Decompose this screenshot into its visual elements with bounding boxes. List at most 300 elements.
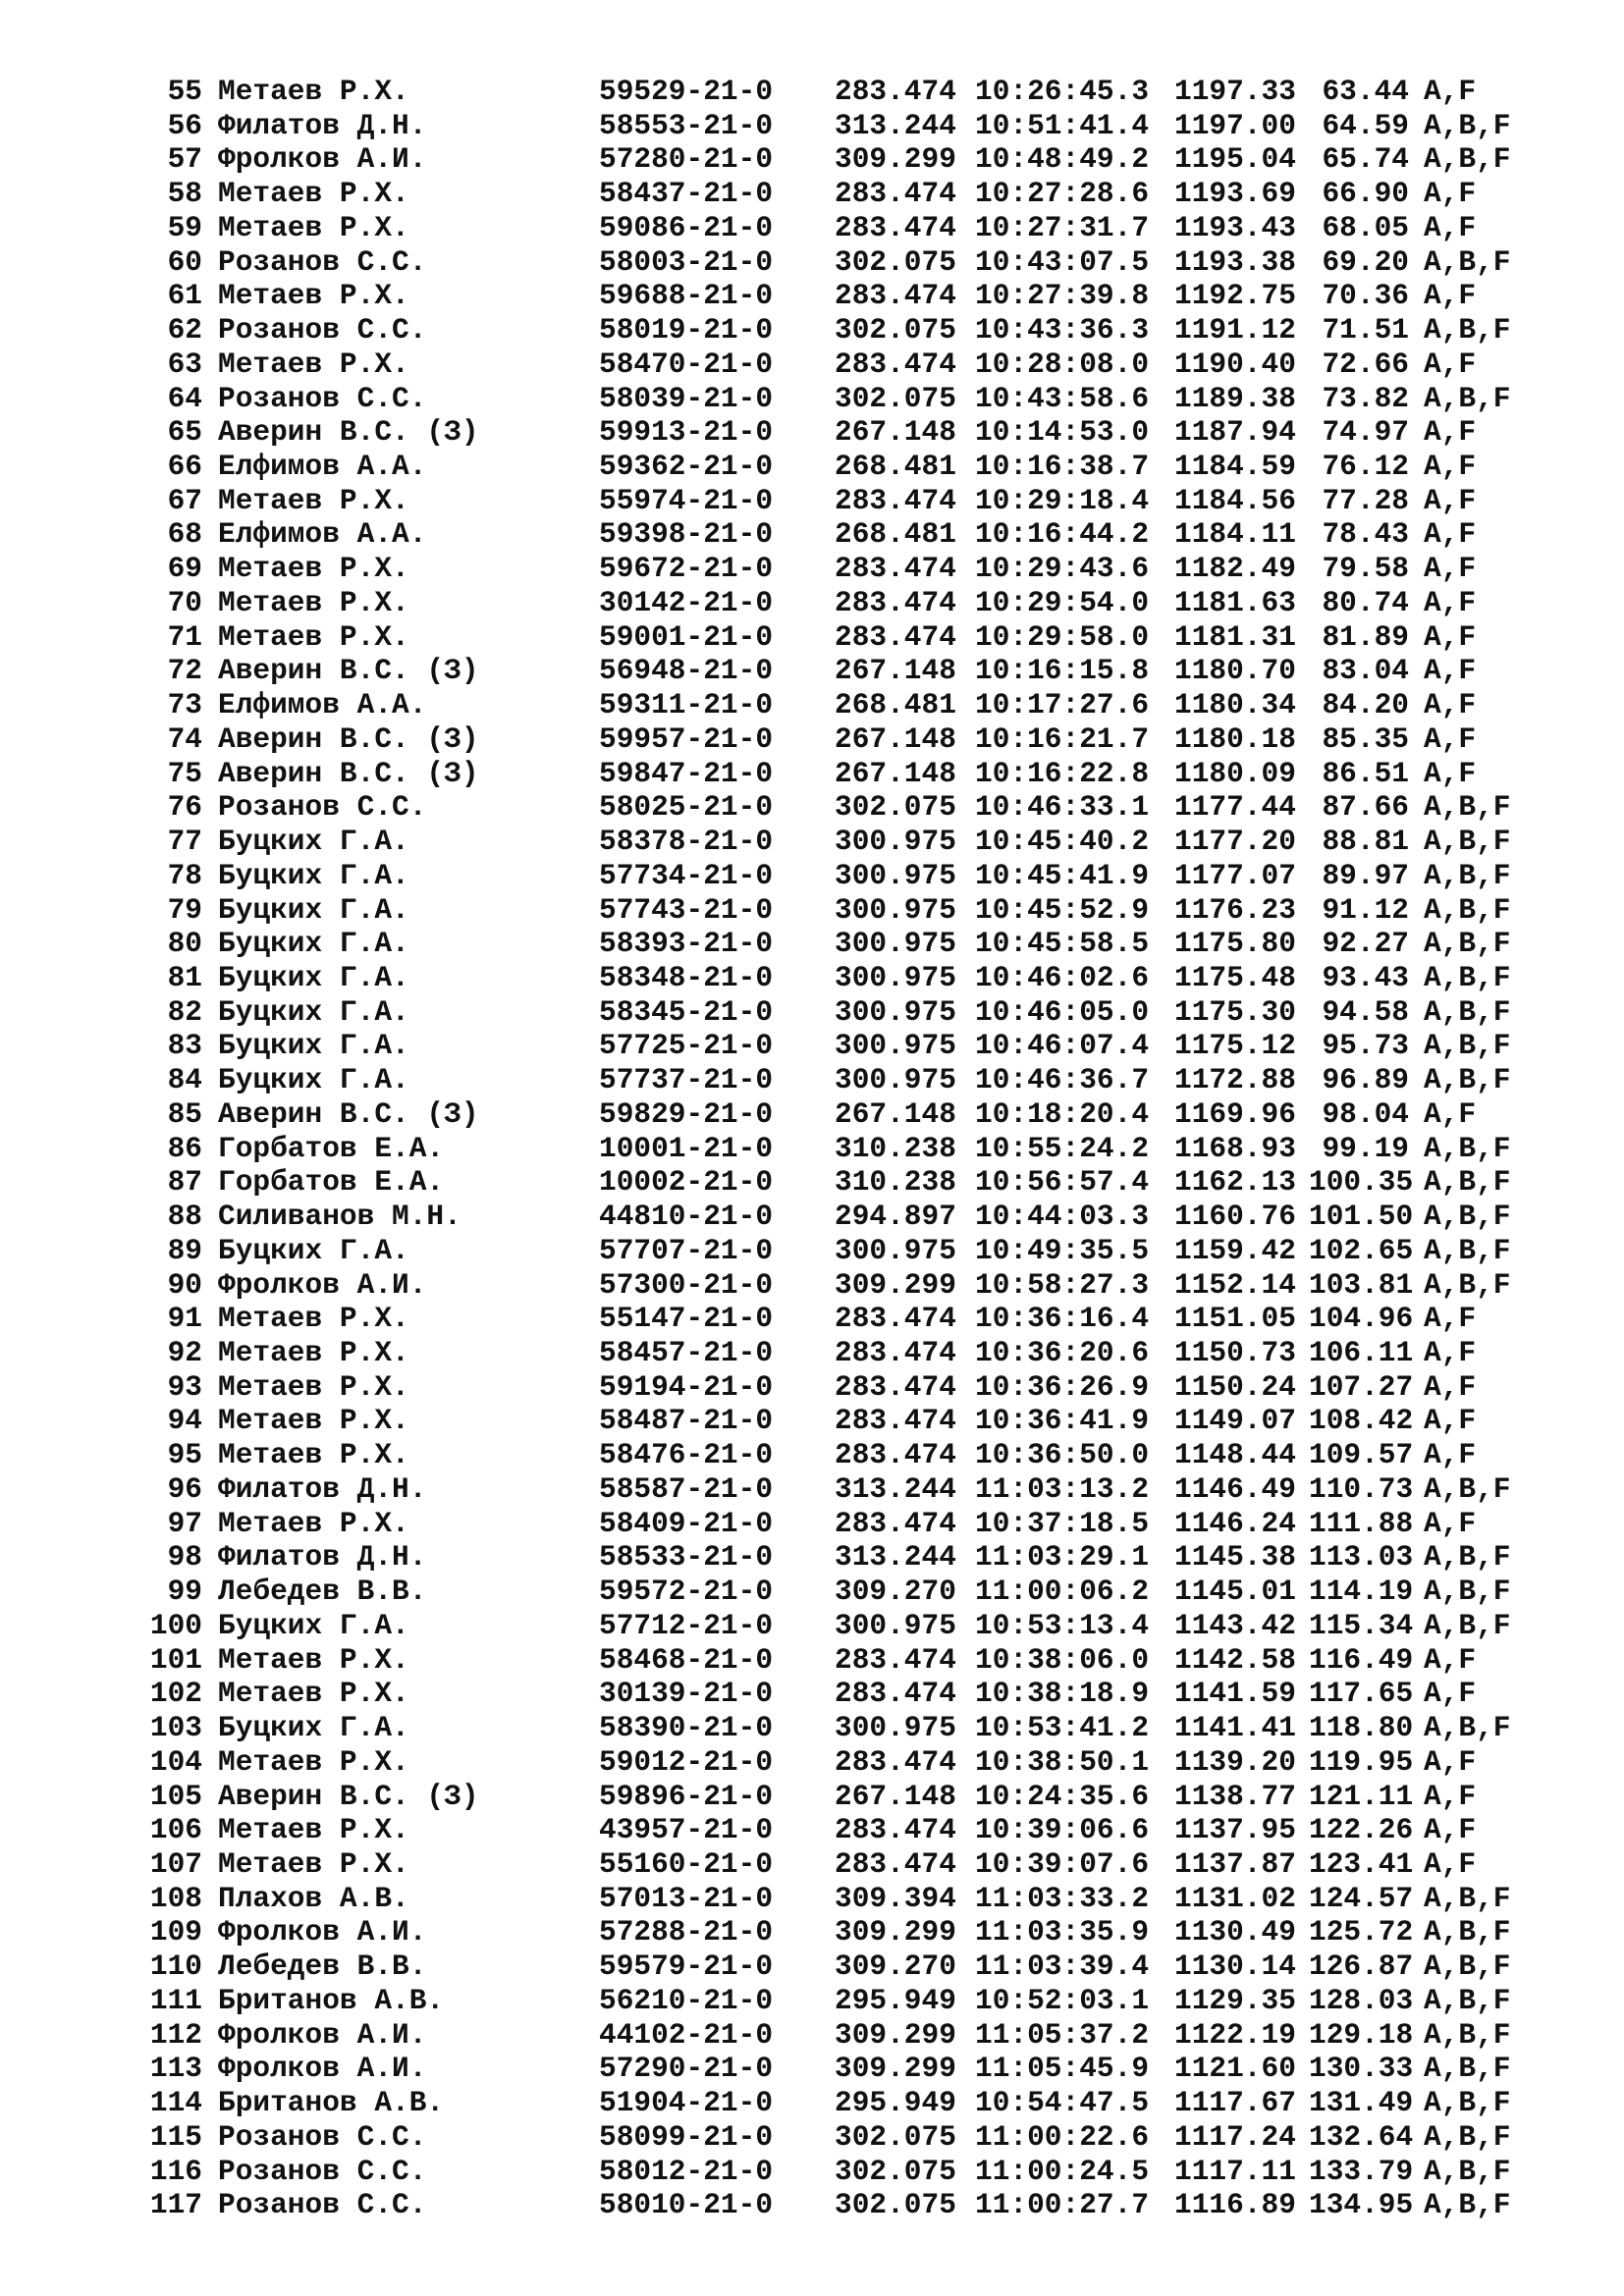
cell-name: Аверин В.С. (З) (218, 756, 479, 790)
cell-time: 10:54:47.5 (975, 2086, 1150, 2120)
cell-flags: A,B,F (1424, 2119, 1511, 2154)
cell-dist: 300.975 (835, 1029, 956, 1063)
cell-id: 56948-21-0 (599, 654, 774, 688)
cell-num: 84 (167, 1063, 202, 1097)
cell-speed: 1193.38 (1174, 244, 1296, 279)
cell-time: 10:39:07.6 (975, 1846, 1150, 1881)
cell-time: 10:38:18.9 (975, 1677, 1150, 1711)
cell-dist: 283.474 (835, 619, 956, 654)
cell-name: Метаев Р.Х. (218, 1744, 409, 1779)
cell-id: 58457-21-0 (599, 1336, 774, 1369)
cell-time: 10:48:49.2 (975, 142, 1150, 177)
cell-time: 10:46:05.0 (975, 994, 1150, 1029)
cell-flags: A,B,F (1424, 381, 1511, 415)
cell-points: 64.59 (1322, 108, 1409, 142)
cell-time: 11:03:33.2 (975, 1881, 1150, 1915)
cell-speed: 1192.75 (1174, 279, 1296, 313)
cell-id: 58393-21-0 (599, 927, 774, 961)
cell-dist: 283.474 (835, 1336, 956, 1369)
cell-dist: 313.244 (835, 1471, 956, 1506)
cell-speed: 1149.07 (1174, 1404, 1296, 1438)
cell-num: 110 (149, 1949, 202, 1984)
cell-id: 58587-21-0 (599, 1471, 774, 1506)
cell-id: 43957-21-0 (599, 1813, 774, 1847)
cell-time: 10:45:40.2 (975, 825, 1150, 859)
cell-points: 76.12 (1322, 450, 1409, 484)
cell-dist: 309.299 (835, 142, 956, 177)
cell-speed: 1129.35 (1174, 1983, 1296, 2017)
cell-id: 55160-21-0 (599, 1846, 774, 1881)
cell-name: Метаев Р.Х. (218, 585, 409, 619)
cell-points: 109.57 (1309, 1438, 1414, 1472)
cell-flags: A,B,F (1424, 1063, 1511, 1097)
cell-num: 87 (167, 1165, 202, 1200)
cell-points: 131.49 (1309, 2086, 1414, 2120)
cell-points: 110.73 (1309, 1471, 1414, 1506)
cell-dist: 300.975 (835, 858, 956, 892)
cell-speed: 1130.49 (1174, 1915, 1296, 1949)
cell-num: 76 (167, 790, 202, 825)
cell-dist: 268.481 (835, 517, 956, 552)
cell-points: 101.50 (1309, 1200, 1414, 1234)
cell-time: 10:53:41.2 (975, 1711, 1150, 1745)
cell-speed: 1172.88 (1174, 1063, 1296, 1097)
cell-dist: 283.474 (835, 1846, 956, 1881)
cell-time: 11:00:27.7 (975, 2188, 1150, 2222)
cell-flags: A,B,F (1424, 1200, 1511, 1234)
cell-id: 55974-21-0 (599, 483, 774, 517)
cell-speed: 1146.24 (1174, 1506, 1296, 1540)
cell-name: Розанов С.С. (218, 790, 427, 825)
cell-points: 125.72 (1309, 1915, 1414, 1949)
cell-time: 10:58:27.3 (975, 1267, 1150, 1302)
cell-dist: 309.394 (835, 1881, 956, 1915)
cell-points: 95.73 (1322, 1029, 1409, 1063)
cell-dist: 294.897 (835, 1200, 956, 1234)
cell-id: 59579-21-0 (599, 1949, 774, 1984)
cell-points: 85.35 (1322, 721, 1409, 756)
cell-name: Розанов С.С. (218, 2154, 427, 2188)
cell-time: 10:56:57.4 (975, 1165, 1150, 1200)
cell-points: 88.81 (1322, 825, 1409, 859)
cell-speed: 1141.59 (1174, 1677, 1296, 1711)
cell-flags: A,F (1424, 1846, 1477, 1881)
cell-id: 57725-21-0 (599, 1029, 774, 1063)
cell-points: 102.65 (1309, 1233, 1414, 1267)
cell-speed: 1187.94 (1174, 415, 1296, 450)
cell-flags: A,F (1424, 654, 1477, 688)
cell-points: 108.42 (1309, 1404, 1414, 1438)
cell-dist: 309.299 (835, 2052, 956, 2086)
cell-speed: 1184.59 (1174, 450, 1296, 484)
cell-num: 86 (167, 1131, 202, 1165)
cell-flags: A,F (1424, 415, 1477, 450)
cell-time: 10:29:58.0 (975, 619, 1150, 654)
cell-time: 10:51:41.4 (975, 108, 1150, 142)
cell-name: Филатов Д.Н. (218, 108, 427, 142)
cell-dist: 302.075 (835, 313, 956, 347)
cell-id: 59847-21-0 (599, 756, 774, 790)
cell-name: Розанов С.С. (218, 313, 427, 347)
cell-num: 88 (167, 1200, 202, 1234)
cell-id: 10001-21-0 (599, 1131, 774, 1165)
cell-flags: A,B,F (1424, 1711, 1511, 1745)
cell-id: 57280-21-0 (599, 142, 774, 177)
cell-speed: 1160.76 (1174, 1200, 1296, 1234)
cell-dist: 283.474 (835, 483, 956, 517)
cell-id: 58553-21-0 (599, 108, 774, 142)
cell-name: Горбатов Е.А. (218, 1165, 445, 1200)
cell-num: 80 (167, 927, 202, 961)
cell-id: 59688-21-0 (599, 279, 774, 313)
cell-name: Буцких Г.А. (218, 1063, 409, 1097)
cell-name: Елфимов А.А. (218, 517, 427, 552)
cell-speed: 1137.95 (1174, 1813, 1296, 1847)
cell-id: 58390-21-0 (599, 1711, 774, 1745)
cell-num: 60 (167, 244, 202, 279)
cell-id: 58010-21-0 (599, 2188, 774, 2222)
cell-name: Метаев Р.Х. (218, 75, 409, 108)
cell-speed: 1138.77 (1174, 1779, 1296, 1813)
cell-name: Аверин В.С. (З) (218, 654, 479, 688)
cell-flags: A,F (1424, 1369, 1477, 1404)
cell-time: 10:29:18.4 (975, 483, 1150, 517)
cell-id: 59529-21-0 (599, 75, 774, 108)
cell-id: 59896-21-0 (599, 1779, 774, 1813)
cell-name: Метаев Р.Х. (218, 347, 409, 381)
cell-time: 10:14:53.0 (975, 415, 1150, 450)
cell-id: 57013-21-0 (599, 1881, 774, 1915)
cell-dist: 302.075 (835, 244, 956, 279)
cell-num: 97 (167, 1506, 202, 1540)
cell-flags: A,B,F (1424, 892, 1511, 927)
cell-dist: 283.474 (835, 1438, 956, 1472)
cell-dist: 302.075 (835, 381, 956, 415)
cell-num: 111 (149, 1983, 202, 2017)
cell-flags: A,B,F (1424, 142, 1511, 177)
cell-dist: 283.474 (835, 1302, 956, 1336)
cell-id: 57734-21-0 (599, 858, 774, 892)
cell-flags: A,B,F (1424, 1029, 1511, 1063)
cell-speed: 1169.96 (1174, 1096, 1296, 1131)
cell-points: 132.64 (1309, 2119, 1414, 2154)
cell-name: Метаев Р.Х. (218, 210, 409, 244)
cell-num: 108 (149, 1881, 202, 1915)
cell-name: Буцких Г.А. (218, 1711, 409, 1745)
cell-id: 55147-21-0 (599, 1302, 774, 1336)
cell-flags: A,B,F (1424, 313, 1511, 347)
cell-dist: 267.148 (835, 415, 956, 450)
cell-speed: 1175.80 (1174, 927, 1296, 961)
cell-name: Буцких Г.А. (218, 1029, 409, 1063)
cell-num: 100 (149, 1608, 202, 1642)
cell-flags: A,F (1424, 1813, 1477, 1847)
cell-speed: 1150.24 (1174, 1369, 1296, 1404)
cell-flags: A,B,F (1424, 1131, 1511, 1165)
cell-id: 58533-21-0 (599, 1540, 774, 1575)
cell-dist: 267.148 (835, 1096, 956, 1131)
cell-num: 83 (167, 1029, 202, 1063)
cell-time: 10:16:44.2 (975, 517, 1150, 552)
cell-name: Лебедев В.В. (218, 1575, 427, 1609)
cell-flags: A,F (1424, 177, 1477, 211)
cell-speed: 1180.70 (1174, 654, 1296, 688)
cell-name: Буцких Г.А. (218, 927, 409, 961)
cell-dist: 300.975 (835, 1233, 956, 1267)
cell-num: 90 (167, 1267, 202, 1302)
cell-name: Розанов С.С. (218, 381, 427, 415)
cell-speed: 1117.67 (1174, 2086, 1296, 2120)
cell-time: 11:03:29.1 (975, 1540, 1150, 1575)
cell-time: 10:29:54.0 (975, 585, 1150, 619)
cell-time: 10:53:13.4 (975, 1608, 1150, 1642)
cell-name: Буцких Г.А. (218, 1233, 409, 1267)
cell-id: 58019-21-0 (599, 313, 774, 347)
cell-num: 81 (167, 960, 202, 994)
cell-points: 103.81 (1309, 1267, 1414, 1302)
cell-speed: 1189.38 (1174, 381, 1296, 415)
cell-name: Метаев Р.Х. (218, 1642, 409, 1677)
cell-flags: A,B,F (1424, 1471, 1511, 1506)
cell-num: 89 (167, 1233, 202, 1267)
cell-time: 11:00:24.5 (975, 2154, 1150, 2188)
cell-time: 10:36:50.0 (975, 1438, 1150, 1472)
cell-flags: A,B,F (1424, 2052, 1511, 2086)
cell-name: Метаев Р.Х. (218, 1438, 409, 1472)
cell-time: 10:45:52.9 (975, 892, 1150, 927)
cell-points: 72.66 (1322, 347, 1409, 381)
cell-num: 69 (167, 552, 202, 586)
cell-num: 79 (167, 892, 202, 927)
cell-num: 77 (167, 825, 202, 859)
cell-dist: 302.075 (835, 2154, 956, 2188)
cell-name: Буцких Г.А. (218, 858, 409, 892)
cell-speed: 1177.20 (1174, 825, 1296, 859)
cell-id: 59362-21-0 (599, 450, 774, 484)
cell-points: 89.97 (1322, 858, 1409, 892)
cell-dist: 283.474 (835, 1506, 956, 1540)
cell-points: 116.49 (1309, 1642, 1414, 1677)
cell-name: Аверин В.С. (З) (218, 721, 479, 756)
cell-name: Метаев Р.Х. (218, 177, 409, 211)
cell-num: 113 (149, 2052, 202, 2086)
cell-points: 115.34 (1309, 1608, 1414, 1642)
cell-dist: 310.238 (835, 1165, 956, 1200)
cell-points: 100.35 (1309, 1165, 1414, 1200)
cell-dist: 300.975 (835, 1063, 956, 1097)
cell-flags: A,B,F (1424, 244, 1511, 279)
cell-speed: 1116.89 (1174, 2188, 1296, 2222)
cell-num: 56 (167, 108, 202, 142)
cell-dist: 313.244 (835, 1540, 956, 1575)
cell-time: 10:28:08.0 (975, 347, 1150, 381)
cell-name: Плахов А.В. (218, 1881, 409, 1915)
cell-num: 73 (167, 688, 202, 722)
cell-points: 113.03 (1309, 1540, 1414, 1575)
cell-speed: 1195.04 (1174, 142, 1296, 177)
cell-name: Силиванов М.Н. (218, 1200, 461, 1234)
cell-points: 91.12 (1322, 892, 1409, 927)
cell-flags: A,F (1424, 1506, 1477, 1540)
cell-points: 92.27 (1322, 927, 1409, 961)
cell-dist: 283.474 (835, 1404, 956, 1438)
cell-dist: 283.474 (835, 1744, 956, 1779)
cell-name: Метаев Р.Х. (218, 279, 409, 313)
cell-speed: 1193.43 (1174, 210, 1296, 244)
cell-time: 10:49:35.5 (975, 1233, 1150, 1267)
cell-flags: A,F (1424, 1404, 1477, 1438)
cell-time: 11:03:13.2 (975, 1471, 1150, 1506)
cell-time: 10:18:20.4 (975, 1096, 1150, 1131)
cell-flags: A,B,F (1424, 994, 1511, 1029)
cell-name: Фролков А.И. (218, 2052, 427, 2086)
cell-num: 91 (167, 1302, 202, 1336)
cell-dist: 300.975 (835, 825, 956, 859)
cell-flags: A,B,F (1424, 927, 1511, 961)
cell-speed: 1146.49 (1174, 1471, 1296, 1506)
cell-flags: A,B,F (1424, 1540, 1511, 1575)
cell-points: 68.05 (1322, 210, 1409, 244)
cell-flags: A,F (1424, 279, 1477, 313)
cell-id: 58003-21-0 (599, 244, 774, 279)
cell-speed: 1117.11 (1174, 2154, 1296, 2188)
cell-num: 109 (149, 1915, 202, 1949)
cell-speed: 1145.38 (1174, 1540, 1296, 1575)
cell-speed: 1121.60 (1174, 2052, 1296, 2086)
cell-name: Фролков А.И. (218, 142, 427, 177)
cell-num: 82 (167, 994, 202, 1029)
cell-flags: A,F (1424, 688, 1477, 722)
cell-name: Метаев Р.Х. (218, 1677, 409, 1711)
cell-speed: 1143.42 (1174, 1608, 1296, 1642)
cell-num: 85 (167, 1096, 202, 1131)
cell-flags: A,B,F (1424, 960, 1511, 994)
cell-name: Британов А.В. (218, 1983, 445, 2017)
cell-points: 86.51 (1322, 756, 1409, 790)
cell-time: 10:43:58.6 (975, 381, 1150, 415)
cell-name: Буцких Г.А. (218, 960, 409, 994)
cell-num: 103 (149, 1711, 202, 1745)
cell-dist: 267.148 (835, 654, 956, 688)
cell-speed: 1117.24 (1174, 2119, 1296, 2154)
cell-flags: A,F (1424, 210, 1477, 244)
cell-id: 44810-21-0 (599, 1200, 774, 1234)
cell-id: 59913-21-0 (599, 415, 774, 450)
cell-flags: A,B,F (1424, 1165, 1511, 1200)
cell-points: 70.36 (1322, 279, 1409, 313)
cell-flags: A,B,F (1424, 1233, 1511, 1267)
cell-speed: 1137.87 (1174, 1846, 1296, 1881)
cell-points: 111.88 (1309, 1506, 1414, 1540)
cell-dist: 295.949 (835, 2086, 956, 2120)
cell-flags: A,F (1424, 1744, 1477, 1779)
cell-id: 59001-21-0 (599, 619, 774, 654)
cell-name: Филатов Д.Н. (218, 1471, 427, 1506)
cell-speed: 1182.49 (1174, 552, 1296, 586)
cell-id: 58437-21-0 (599, 177, 774, 211)
cell-name: Метаев Р.Х. (218, 619, 409, 654)
cell-speed: 1191.12 (1174, 313, 1296, 347)
cell-flags: A,F (1424, 756, 1477, 790)
cell-flags: A,B,F (1424, 2154, 1511, 2188)
cell-time: 11:05:45.9 (975, 2052, 1150, 2086)
cell-points: 119.95 (1309, 1744, 1414, 1779)
cell-flags: A,F (1424, 517, 1477, 552)
cell-flags: A,B,F (1424, 1949, 1511, 1984)
cell-dist: 302.075 (835, 790, 956, 825)
cell-speed: 1184.11 (1174, 517, 1296, 552)
cell-dist: 309.299 (835, 2017, 956, 2052)
cell-id: 59012-21-0 (599, 1744, 774, 1779)
cell-id: 58039-21-0 (599, 381, 774, 415)
cell-speed: 1150.73 (1174, 1336, 1296, 1369)
cell-id: 59829-21-0 (599, 1096, 774, 1131)
cell-speed: 1180.09 (1174, 756, 1296, 790)
cell-num: 92 (167, 1336, 202, 1369)
cell-flags: A,B,F (1424, 1983, 1511, 2017)
cell-name: Аверин В.С. (З) (218, 1096, 479, 1131)
cell-dist: 283.474 (835, 552, 956, 586)
cell-points: 69.20 (1322, 244, 1409, 279)
cell-flags: A,F (1424, 1336, 1477, 1369)
cell-flags: A,F (1424, 483, 1477, 517)
cell-dist: 267.148 (835, 756, 956, 790)
cell-time: 10:52:03.1 (975, 1983, 1150, 2017)
cell-dist: 283.474 (835, 1677, 956, 1711)
cell-name: Фролков А.И. (218, 2017, 427, 2052)
cell-time: 11:00:22.6 (975, 2119, 1150, 2154)
cell-dist: 300.975 (835, 960, 956, 994)
cell-points: 123.41 (1309, 1846, 1414, 1881)
cell-id: 58487-21-0 (599, 1404, 774, 1438)
cell-id: 58468-21-0 (599, 1642, 774, 1677)
cell-time: 10:27:28.6 (975, 177, 1150, 211)
cell-speed: 1181.31 (1174, 619, 1296, 654)
cell-id: 59194-21-0 (599, 1369, 774, 1404)
cell-time: 10:43:07.5 (975, 244, 1150, 279)
cell-speed: 1175.48 (1174, 960, 1296, 994)
cell-num: 57 (167, 142, 202, 177)
cell-flags: A,F (1424, 1096, 1477, 1131)
cell-id: 57712-21-0 (599, 1608, 774, 1642)
cell-flags: A,F (1424, 1779, 1477, 1813)
cell-time: 10:17:27.6 (975, 688, 1150, 722)
cell-name: Аверин В.С. (З) (218, 415, 479, 450)
cell-dist: 300.975 (835, 927, 956, 961)
cell-points: 114.19 (1309, 1575, 1414, 1609)
cell-num: 95 (167, 1438, 202, 1472)
cell-points: 93.43 (1322, 960, 1409, 994)
cell-id: 58378-21-0 (599, 825, 774, 859)
cell-dist: 283.474 (835, 585, 956, 619)
cell-speed: 1139.20 (1174, 1744, 1296, 1779)
cell-dist: 267.148 (835, 721, 956, 756)
cell-name: Елфимов А.А. (218, 450, 427, 484)
cell-dist: 302.075 (835, 2188, 956, 2222)
cell-time: 10:37:18.5 (975, 1506, 1150, 1540)
cell-speed: 1122.19 (1174, 2017, 1296, 2052)
cell-points: 63.44 (1322, 75, 1409, 108)
cell-speed: 1168.93 (1174, 1131, 1296, 1165)
cell-id: 58476-21-0 (599, 1438, 774, 1472)
cell-points: 121.11 (1309, 1779, 1414, 1813)
cell-dist: 309.299 (835, 1915, 956, 1949)
cell-id: 59086-21-0 (599, 210, 774, 244)
cell-time: 10:55:24.2 (975, 1131, 1150, 1165)
cell-time: 10:36:41.9 (975, 1404, 1150, 1438)
cell-time: 11:03:35.9 (975, 1915, 1150, 1949)
cell-speed: 1142.58 (1174, 1642, 1296, 1677)
